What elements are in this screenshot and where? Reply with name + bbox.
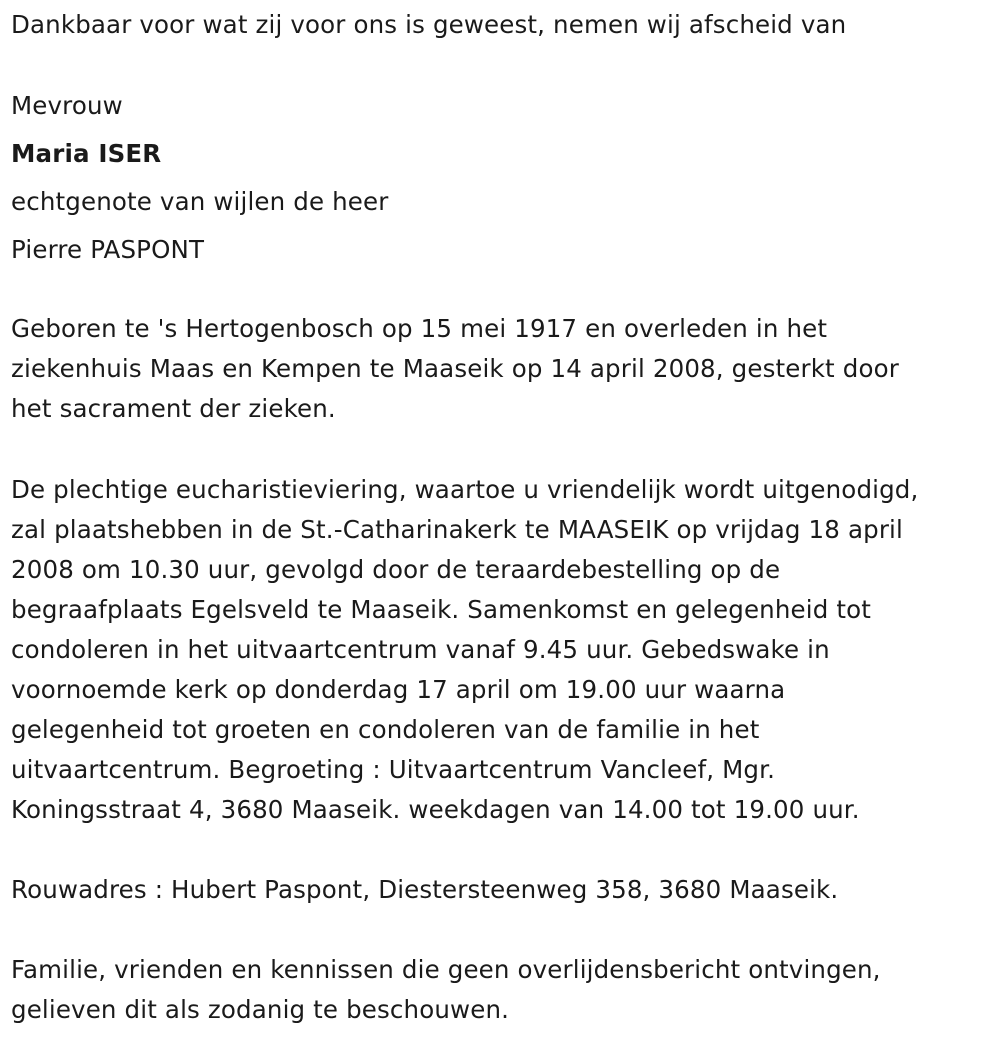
spouse-name: Pierre PASPONT xyxy=(11,235,205,264)
birth-death-line: ziekenhuis Maas en Kempen te Maaseik op 14 april 2008, gesterkt door xyxy=(11,354,899,383)
ceremony-line: zal plaatshebben in de St.-Catharinakerk te MAASEIK op vrijdag 18 april xyxy=(11,515,903,544)
salutation: Mevrouw xyxy=(11,91,123,120)
closing-line: gelieven dit als zodanig te beschouwen. xyxy=(11,995,510,1024)
ceremony-line: voornoemde kerk op donderdag 17 april om 19.00 uur waarna xyxy=(11,675,786,704)
closing-line: Familie, vrienden en kennissen die geen overlijdensbericht ontvingen, xyxy=(11,955,881,984)
ceremony-line: gelegenheid tot groeten en condoleren van de familie in het xyxy=(11,715,760,744)
ceremony-line: Koningsstraat 4, 3680 Maaseik. weekdagen van 14.00 tot 19.00 uur. xyxy=(11,795,860,824)
birth-death-line: Geboren te 's Hertogenbosch op 15 mei 1917 en overleden in het xyxy=(11,314,828,343)
ceremony-line: begraafplaats Egelsveld te Maaseik. Samenkomst en gelegenheid tot xyxy=(11,595,871,624)
ceremony-line: 2008 om 10.30 uur, gevolgd door de teraardebestelling op de xyxy=(11,555,781,584)
birth-death-line: het sacrament der zieken. xyxy=(11,394,336,423)
ceremony-line: De plechtige eucharistieviering, waartoe u vriendelijk wordt uitgenodigd, xyxy=(11,475,919,504)
deceased-name: Maria ISER xyxy=(11,139,162,168)
ceremony-line: uitvaartcentrum. Begroeting : Uitvaartcentrum Vancleef, Mgr. xyxy=(11,755,776,784)
ceremony-line: condoleren in het uitvaartcentrum vanaf 9.45 uur. Gebedswake in xyxy=(11,635,830,664)
intro-text: Dankbaar voor wat zij voor ons is geweest, nemen wij afscheid van xyxy=(11,10,847,39)
relation-text: echtgenote van wijlen de heer xyxy=(11,187,389,216)
mourning-address: Rouwadres : Hubert Paspont, Diestersteenweg 358, 3680 Maaseik. xyxy=(11,875,839,904)
